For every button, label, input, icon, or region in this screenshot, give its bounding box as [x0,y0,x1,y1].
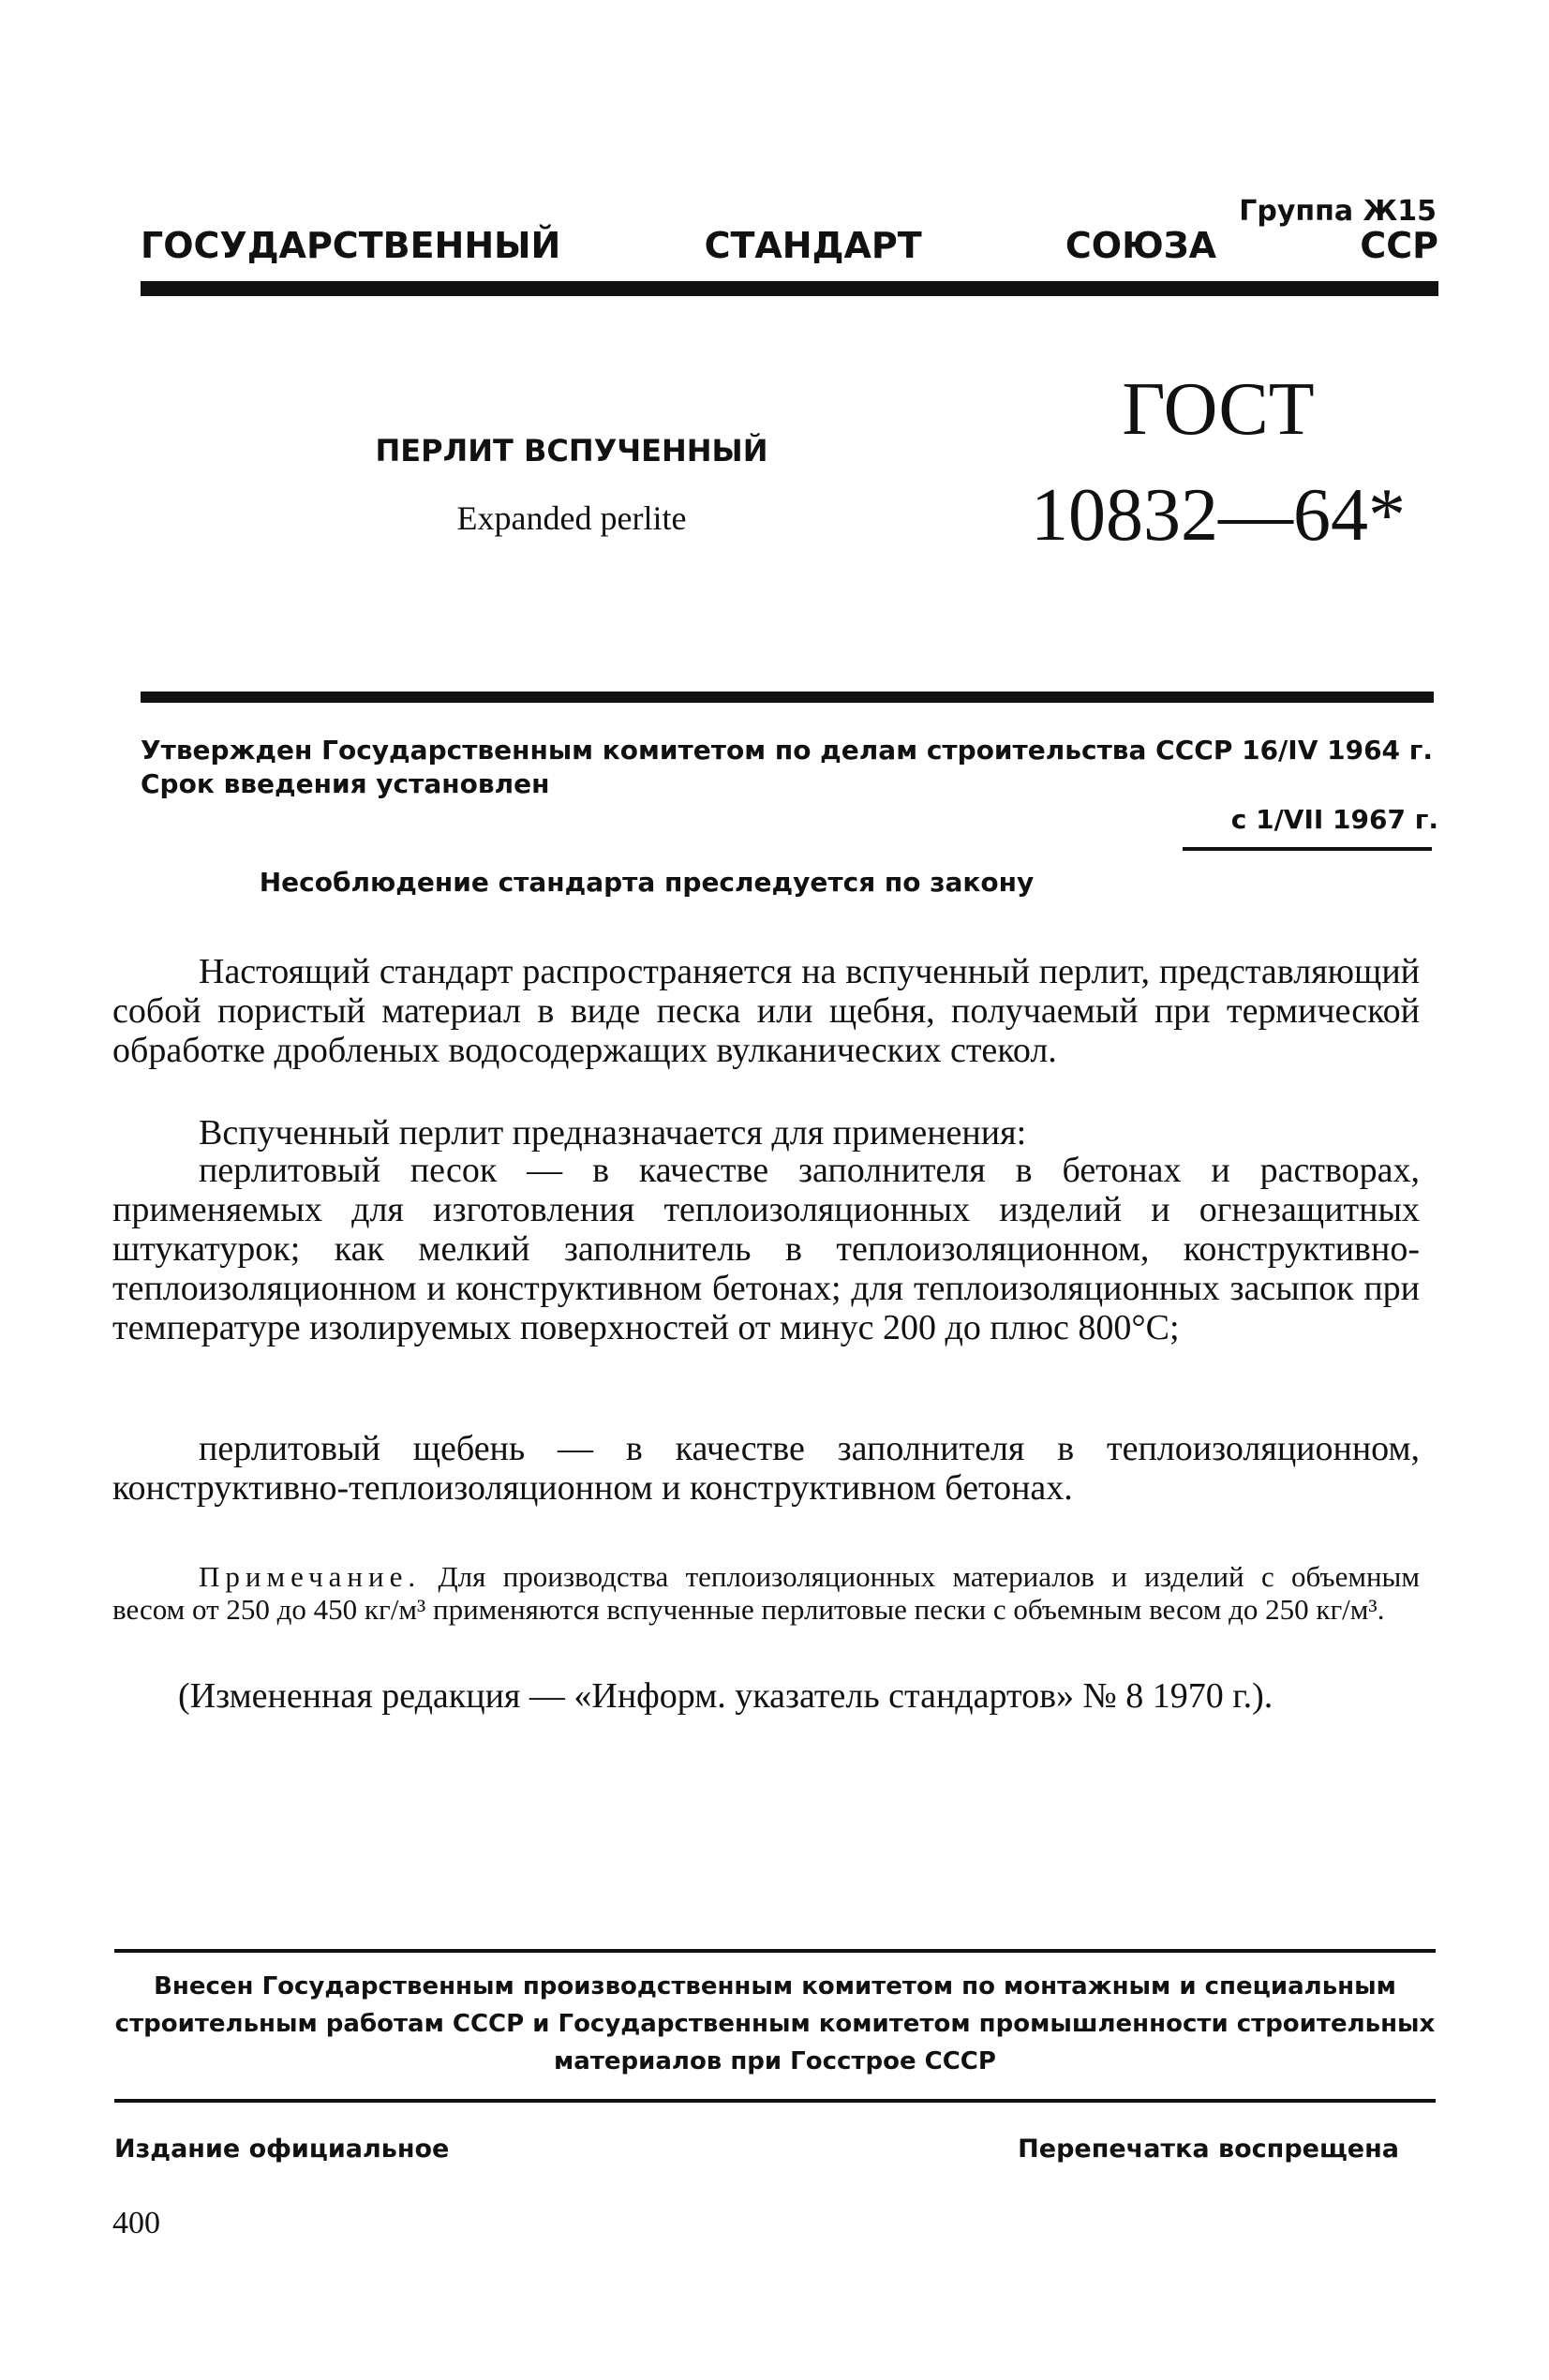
amendment-note: (Измененная редакция — «Информ. указатель стандартов» № 8 1970 г.). [178,1676,1273,1716]
body-paragraph: Вспученный перлит предназначается для применения: [199,1113,1027,1153]
standard-header-title [141,225,1438,266]
page-number: 400 [112,2206,160,2240]
section-rule [141,692,1434,703]
official-edition: Издание официальное [114,2135,450,2164]
introduced-by: Внесен Государственным производственным комитетом по монтажным и специальным строительным работам СССР и Государственным комитетом промышленности строительных материалов при Госстрое СССР [114,1972,1436,2075]
header-word: ГОСУДАРСТВЕННЫЙ [141,225,561,266]
body-paragraph: Настоящий стандарт распространяется на вспученный перлит, представляющий собой пористый материал в виде песка или щебня, получаемый при термической обработке дробленых водосодержащих вулканических стекол. [112,952,1420,1070]
gost-number: 10832—64* [1031,474,1406,557]
body-paragraph: перлитовый песок — в качестве заполнителя в бетонах и растворах, применяемых для изготовления теплоизоляционных изделий и огнезащитных штукатурок; как мелкий заполнитель в теплоизоляционном, конструктивно-теплоизоляционном и конструктивном бетонах; для теплоизоляционных засыпок при температуре изолируемых поверхностей от минус 200 до плюс 800°С; [112,1151,1420,1347]
header-rule [141,281,1438,296]
approval-date: с 1/VII 1967 г. [1230,804,1438,835]
approval-text: Утвержден Государственным комитетом по делам строительства СССР 16/IV 1964 г. Срок введения установлен [141,735,1434,799]
body-paragraph: перлитовый щебень — в качестве заполнителя в теплоизоляционном, конструктивно-теплоизоляционном и конструктивном бетонах. [112,1429,1420,1508]
gost-label: ГОСТ [1122,368,1315,451]
header-word: ССР [1360,225,1438,266]
footer-rule [114,1949,1436,1953]
approval-date-underline [1183,847,1432,851]
document-title-en: Expanded perlite [456,499,687,537]
note-heading: Примечание. [199,1560,422,1593]
header-word: СОЮЗА [1065,225,1217,266]
reprint-notice: Перепечатка воспрещена [1018,2135,1399,2164]
note [112,1560,1420,1626]
header-word: СТАНДАРТ [704,225,922,266]
group-label: Группа Ж15 [1239,195,1437,228]
law-notice: Несоблюдение стандарта преследуется по закону [259,867,1035,898]
note-text: Для производства теплоизоляционных материалов и изделий с объемным весом от 250 до 450 кг/м³ применяются вспученные перлитовые пески с объемным весом до 250 кг/м³. [112,1560,1421,1626]
footer-rule [114,2099,1436,2103]
document-title-ru: ПЕРЛИТ ВСПУЧЕННЫЙ [375,433,768,469]
